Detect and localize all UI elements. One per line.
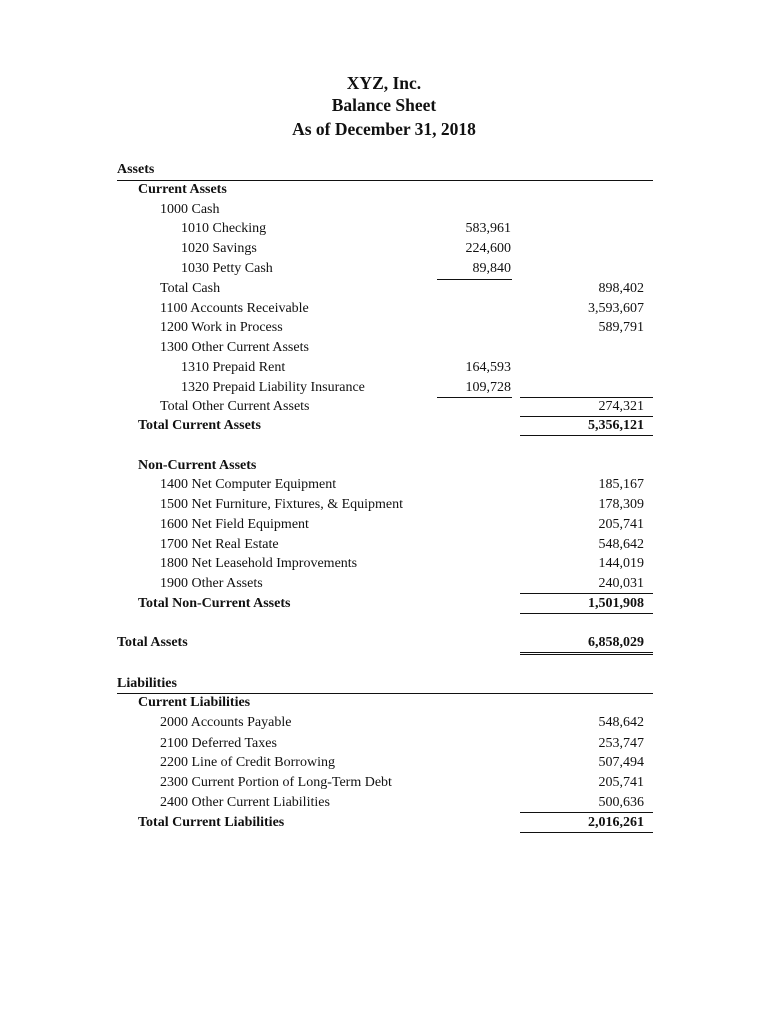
- assets-section: [0, 160, 768, 180]
- non-current-underline: [520, 613, 653, 614]
- accounts-payable-label: 2000 Accounts Payable: [160, 715, 292, 730]
- computer-equipment-row: [0, 475, 768, 495]
- computer-equipment-value: 185,167: [598, 477, 644, 492]
- cash-label: 1000 Cash: [160, 202, 220, 217]
- long-term-debt-label: 2300 Current Portion of Long-Term Debt: [160, 775, 392, 790]
- line-of-credit-row: [0, 753, 768, 773]
- accounts-payable-row: [0, 713, 768, 733]
- line-of-credit-value: 507,494: [598, 755, 644, 770]
- current-liabilities-underline: [520, 832, 653, 833]
- report-date: As of December 31, 2018: [292, 119, 476, 139]
- other-assets-row: [0, 574, 768, 594]
- total-cash-row: [0, 279, 768, 299]
- total-assets-value: 6,858,029: [588, 635, 644, 650]
- other-current-liabilities-value: 500,636: [598, 795, 644, 810]
- total-other-current-label: Total Other Current Assets: [160, 399, 310, 414]
- liabilities-section: [0, 674, 768, 694]
- report-title: Balance Sheet: [331, 95, 437, 115]
- other-assets-label: 1900 Other Assets: [160, 576, 263, 591]
- prepaid-insurance-value: 109,728: [465, 380, 511, 395]
- liabilities-heading: Liabilities: [117, 676, 177, 691]
- checking-row: [0, 219, 768, 239]
- leasehold-value: 144,019: [598, 556, 644, 571]
- total-non-current-label: Total Non-Current Assets: [138, 596, 291, 611]
- checking-label: 1010 Checking: [181, 221, 267, 236]
- ar-label: 1100 Accounts Receivable: [160, 301, 309, 316]
- wip-row: [0, 318, 768, 338]
- checking-value: 583,961: [465, 221, 511, 236]
- total-current-assets-value: 5,356,121: [588, 418, 644, 433]
- deferred-taxes-label: 2100 Deferred Taxes: [160, 736, 277, 751]
- prepaid-rent-row: [0, 358, 768, 378]
- total-other-current-row: [0, 397, 768, 417]
- computer-equipment-label: 1400 Net Computer Equipment: [160, 477, 337, 492]
- total-cash-value: 898,402: [598, 281, 644, 296]
- furniture-label: 1500 Net Furniture, Fixtures, & Equipment: [160, 497, 404, 512]
- wip-value: 589,791: [598, 320, 644, 335]
- non-current-assets-header: [0, 456, 768, 476]
- prepaid-rent-value: 164,593: [465, 360, 511, 375]
- wip-label: 1200 Work in Process: [160, 320, 283, 335]
- current-liabilities-heading: Current Liabilities: [138, 695, 251, 710]
- long-term-debt-value: 205,741: [598, 775, 644, 790]
- furniture-row: [0, 495, 768, 515]
- total-assets-row: [0, 633, 768, 653]
- other-current-assets-label: 1300 Other Current Assets: [160, 340, 309, 355]
- prepaid-insurance-row: [0, 378, 768, 398]
- field-equipment-value: 205,741: [598, 517, 644, 532]
- total-non-current-row: [0, 594, 768, 614]
- non-current-assets-heading: Non-Current Assets: [138, 458, 257, 473]
- leasehold-row: [0, 554, 768, 574]
- accounts-payable-value: 548,642: [598, 715, 644, 730]
- deferred-taxes-row: [0, 734, 768, 754]
- current-liabilities-header: [0, 693, 768, 713]
- current-assets-underline: [520, 435, 653, 436]
- prepaid-rent-label: 1310 Prepaid Rent: [181, 360, 286, 375]
- petty-cash-row: [0, 259, 768, 279]
- furniture-value: 178,309: [598, 497, 644, 512]
- total-cash-label: Total Cash: [160, 281, 221, 296]
- assets-heading: Assets: [117, 162, 155, 177]
- total-current-assets-label: Total Current Assets: [138, 418, 261, 433]
- real-estate-row: [0, 535, 768, 555]
- total-current-liabilities-label: Total Current Liabilities: [138, 815, 285, 830]
- total-current-liabilities-value: 2,016,261: [588, 815, 644, 830]
- real-estate-label: 1700 Net Real Estate: [160, 537, 279, 552]
- petty-cash-label: 1030 Petty Cash: [181, 261, 273, 276]
- total-assets-double-rule: [520, 652, 653, 655]
- current-assets-header: [0, 180, 768, 200]
- prepaid-insurance-label: 1320 Prepaid Liability Insurance: [181, 380, 365, 395]
- savings-label: 1020 Savings: [181, 241, 257, 256]
- total-current-liabilities-row: [0, 813, 768, 833]
- other-current-liabilities-row: [0, 793, 768, 813]
- ar-value: 3,593,607: [588, 301, 644, 316]
- other-assets-value: 240,031: [598, 576, 644, 591]
- field-equipment-label: 1600 Net Field Equipment: [160, 517, 309, 532]
- deferred-taxes-value: 253,747: [598, 736, 644, 751]
- line-of-credit-label: 2200 Line of Credit Borrowing: [160, 755, 335, 770]
- total-other-current-value: 274,321: [598, 399, 644, 414]
- cash-header: [0, 200, 768, 220]
- savings-row: [0, 239, 768, 259]
- leasehold-label: 1800 Net Leasehold Improvements: [160, 556, 358, 571]
- savings-value: 224,600: [465, 241, 511, 256]
- total-current-assets-row: [0, 416, 768, 436]
- long-term-debt-row: [0, 773, 768, 793]
- company-name: XYZ, Inc.: [346, 73, 422, 93]
- other-current-assets-header: [0, 338, 768, 358]
- other-current-liabilities-label: 2400 Other Current Liabilities: [160, 795, 330, 810]
- total-non-current-value: 1,501,908: [588, 596, 644, 611]
- real-estate-value: 548,642: [598, 537, 644, 552]
- current-assets-heading: Current Assets: [138, 182, 227, 197]
- ar-row: [0, 299, 768, 319]
- field-equipment-row: [0, 515, 768, 535]
- petty-cash-value: 89,840: [472, 261, 511, 276]
- total-assets-label: Total Assets: [117, 635, 188, 650]
